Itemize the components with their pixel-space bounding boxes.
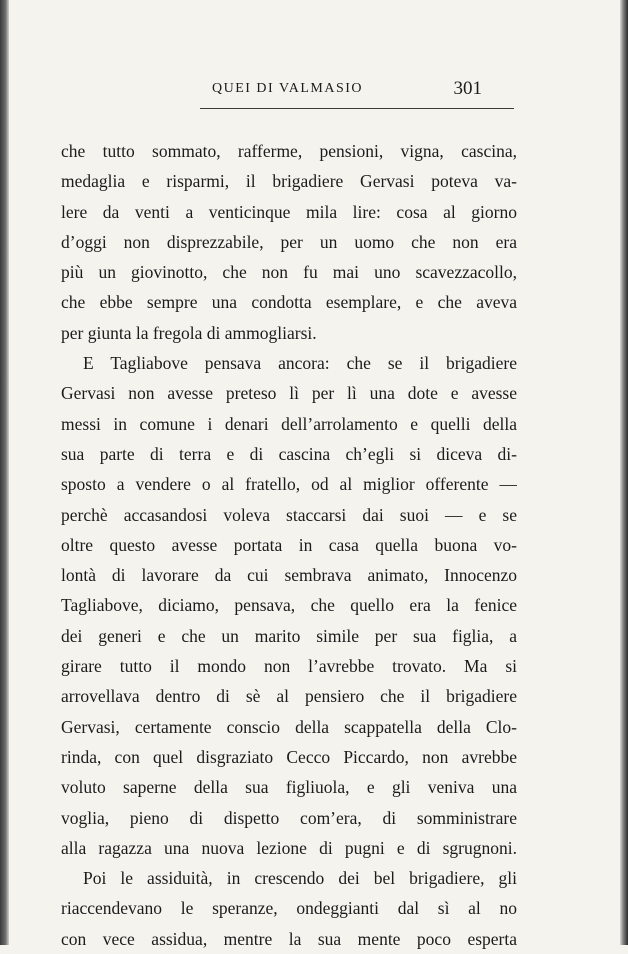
running-title: QUEI DI VALMASIO [212,81,364,96]
text-line: con vece assidua, mentre la sua mente poco esperta [61,928,517,949]
text-line: più un giovinotto, che non fu mai uno scavezzacollo, [61,262,517,283]
text-line: messi in comune i denari dell’arrolamento e quelli della [61,413,517,434]
text-line: oltre questo avesse portata in casa quella buona vo- [61,534,517,555]
text-line: sua parte di terra e di cascina ch’egli si diceva di- [61,443,517,464]
text-line: medaglia e risparmi, il brigadiere Gervasi poteva va- [61,171,517,192]
text-line: voluto saperne della sua figliuola, e gli veniva una [61,777,517,798]
text-line: perchè accasandosi voleva staccarsi dai suoi — e se [61,504,517,525]
text-line: Gervasi non avesse preteso lì per lì una dote e avesse [61,383,517,404]
body-text [61,136,517,954]
text-line: E Tagliabove pensava ancora: che se il brigadiere [83,353,517,374]
page-header [200,78,512,100]
text-line: Gervasi, certamente conscio della scappatella della Clo- [61,716,517,737]
page-edge-left [0,0,9,945]
text-line: Tagliabove, diciamo, pensava, che quello era la fenice [61,595,517,616]
text-line: riaccendevano le speranze, ondeggianti dal sì al no [61,898,517,919]
page-edge-right [620,0,628,945]
text-line: d’oggi non disprezzabile, per un uomo che non era [61,231,517,252]
text-line: rinda, con quel disgraziato Cecco Piccardo, non avrebbe [61,746,517,767]
text-line: lere da venti a venticinque mila lire: cosa al giorno [61,201,517,222]
header-rule [200,108,514,109]
text-line: Poi le assiduità, in crescendo dei bel brigadiere, gli [83,868,517,889]
text-line: dei generi e che un marito simile per sua figlia, a [61,625,517,646]
text-line: che tutto sommato, rafferme, pensioni, vigna, cascina, [61,141,517,161]
text-line: sposto a vendere o al fratello, od al miglior offerente — [61,474,517,495]
text-line: lontà di lavorare da cui sembrava animato, Innocenzo [61,565,517,586]
text-line: voglia, pieno di dispetto com’era, di somministrare [61,807,517,828]
text-line: arrovellava dentro di sè al pensiero che il brigadiere [61,686,517,707]
text-line: per giunta la fregola di ammogliarsi. [61,322,317,343]
text-line: girare tutto il mondo non l’avrebbe trovato. Ma si [61,656,517,677]
text-line: che ebbe sempre una condotta esemplare, e che aveva [61,292,517,313]
page-number: 301 [453,78,482,99]
text-line: alla ragazza una nuova lezione di pugni e di sgrugnoni. [61,837,517,858]
